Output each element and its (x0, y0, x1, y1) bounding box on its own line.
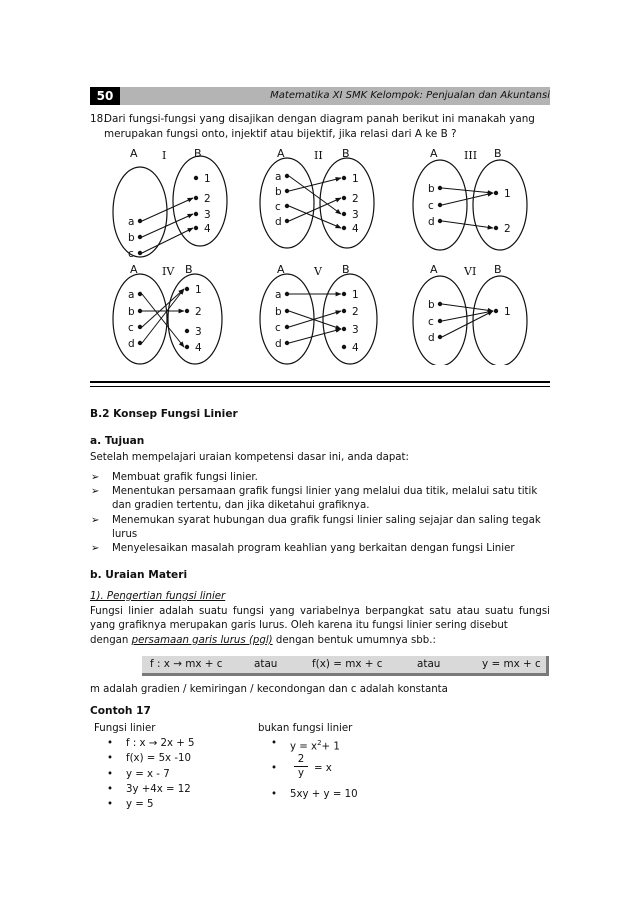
mapping-arrow (289, 176, 341, 214)
domain-point (138, 325, 142, 329)
diagram-numeral: VI (464, 265, 477, 278)
set-a-label: A (130, 263, 138, 276)
example-title: Contoh 17 (90, 705, 151, 717)
list-item: ➢ Menemukan syarat hubungan dua grafik fungsi linier saling sejajar dan saling tegak lurus (91, 514, 541, 540)
codomain-point (342, 309, 346, 313)
list-item: ➢ Membuat grafik fungsi linier. (90, 471, 550, 485)
domain-element: b (428, 183, 435, 195)
codomain-point (194, 176, 198, 180)
codomain-element: 2 (204, 193, 211, 205)
domain-point (438, 219, 442, 223)
codomain-point (494, 309, 498, 313)
set-a-ellipse (113, 274, 167, 364)
codomain-element: 1 (504, 306, 511, 318)
codomain-element: 2 (352, 306, 359, 318)
domain-point (138, 251, 142, 255)
mapping-arrow (442, 311, 493, 337)
tujuan-heading: a. Tujuan (90, 435, 145, 447)
codomain-element: 1 (352, 289, 359, 301)
domain-element: b (275, 186, 282, 198)
set-b-label: B (494, 147, 502, 160)
set-b-ellipse (473, 160, 527, 250)
codomain-element: 3 (352, 324, 359, 336)
set-b-label: B (342, 263, 350, 276)
sub-heading: 1). Pengertian fungsi linier (90, 591, 226, 602)
codomain-point (194, 196, 198, 200)
set-b-label: B (185, 263, 193, 276)
formula-sep-1: atau (254, 658, 278, 670)
arrow-diagram-1 (113, 147, 227, 260)
codomain-element: 1 (352, 173, 359, 185)
set-b-label: B (494, 263, 502, 276)
domain-point (138, 341, 142, 345)
diagram-numeral: I (162, 149, 167, 162)
domain-point (285, 174, 289, 178)
set-b-ellipse (473, 276, 527, 365)
codomain-point (185, 287, 189, 291)
list-item: • 3y +4x = 12 (107, 783, 191, 795)
codomain-point (194, 226, 198, 230)
tujuan-list (90, 471, 550, 556)
nonlinear-heading: bukan fungsi linier (258, 723, 353, 734)
domain-point (285, 309, 289, 313)
question-18 (90, 112, 550, 141)
domain-element: a (128, 216, 135, 228)
domain-element: c (428, 200, 434, 212)
divider-thin (90, 386, 550, 387)
header-title: Matematika XI SMK Kelompok: Penjualan dan Akuntansi (270, 90, 550, 101)
domain-element: b (275, 306, 282, 318)
domain-point (138, 235, 142, 239)
tujuan-intro: Setelah mempelajari uraian kompetensi dasar ini, anda dapat: (90, 452, 409, 463)
domain-element: d (275, 338, 282, 350)
arrow-diagram-4 (113, 263, 222, 364)
set-a-ellipse (113, 167, 167, 257)
arrow-diagram-3 (413, 147, 527, 250)
formula-1: f : x → mx + c (150, 658, 223, 670)
codomain-point (494, 191, 498, 195)
set-a-ellipse (260, 274, 314, 364)
list-item: ➢ Menyelesaikan masalah program keahlian yang berkaitan dengan fungsi Linier (90, 542, 550, 556)
list-item: • $\frac{2}{y}$ = x (271, 754, 332, 779)
domain-element: d (428, 332, 435, 344)
mapping-arrow (142, 294, 184, 347)
question-number: 18. (90, 113, 107, 125)
mapping-arrow (142, 289, 184, 343)
domain-element: d (275, 216, 282, 228)
codomain-element: 2 (352, 193, 359, 205)
set-b-label: B (342, 147, 350, 160)
domain-element: a (128, 289, 135, 301)
diagram-numeral: V (314, 265, 322, 278)
mapping-arrow (442, 304, 493, 311)
mapping-arrow (142, 228, 193, 253)
codomain-element: 3 (204, 209, 211, 221)
domain-point (138, 292, 142, 296)
list-item: • f(x) = 5x -10 (107, 753, 191, 765)
domain-point (438, 335, 442, 339)
set-a-label: A (277, 147, 285, 160)
pgl-term: persamaan garis lurus (pgl) (131, 634, 273, 646)
list-item: ➢ Menentukan persamaan grafik fungsi linier yang melalui dua titik, melalui satu titik dan gradien tertentu, dan jika diketahui grafiknya. (91, 486, 538, 512)
arrow-bullet-icon: ➢ (91, 486, 100, 498)
m-description: m adalah gradien / kemiringan / kecondongan dan c adalah konstanta (90, 684, 448, 695)
arrow-diagrams (90, 143, 550, 365)
arrow-bullet-icon: ➢ (91, 543, 100, 555)
formula-2: f(x) = mx + c (312, 658, 383, 670)
domain-point (438, 302, 442, 306)
set-b-ellipse (320, 158, 374, 248)
set-a-label: A (130, 147, 138, 160)
domain-element: c (428, 316, 434, 328)
codomain-point (342, 212, 346, 216)
diagram-numeral: III (464, 149, 478, 162)
codomain-element: 4 (352, 342, 359, 354)
codomain-point (185, 309, 189, 313)
nonlinear-column (258, 721, 458, 802)
uraian-heading: b. Uraian Materi (90, 569, 188, 581)
domain-element: a (275, 171, 282, 183)
fraction: $\frac{2}{y}$ (294, 753, 308, 781)
codomain-element: 3 (195, 326, 202, 338)
domain-element: a (275, 289, 282, 301)
domain-point (138, 219, 142, 223)
set-b-ellipse (173, 156, 227, 246)
codomain-element: 4 (352, 223, 359, 235)
list-item: • y = x - 7 (107, 768, 170, 780)
arrow-diagram-6 (413, 263, 527, 365)
codomain-point (342, 196, 346, 200)
domain-element: b (428, 299, 435, 311)
codomain-element: 4 (204, 223, 211, 235)
list-item: • 5xy + y = 10 (271, 789, 358, 800)
domain-element: d (128, 338, 135, 350)
formula-sep-2: atau (417, 658, 441, 670)
codomain-point (194, 212, 198, 216)
codomain-element: 2 (195, 306, 202, 318)
set-a-label: A (430, 147, 438, 160)
codomain-point (342, 345, 346, 349)
domain-element: b (128, 306, 135, 318)
domain-point (285, 325, 289, 329)
arrow-bullet-icon: ➢ (91, 472, 100, 483)
codomain-point (185, 329, 189, 333)
codomain-element: 1 (504, 188, 511, 200)
formula-3: y = mx + c (482, 658, 541, 670)
domain-point (138, 309, 142, 313)
domain-point (285, 219, 289, 223)
domain-element: c (275, 322, 281, 334)
codomain-element: 2 (504, 223, 511, 235)
domain-point (285, 292, 289, 296)
domain-point (285, 189, 289, 193)
codomain-point (342, 226, 346, 230)
domain-element: c (275, 201, 281, 213)
set-b-label: B (194, 147, 202, 160)
codomain-element: 1 (204, 173, 211, 185)
linear-heading: Fungsi linier (94, 723, 156, 734)
codomain-element: 3 (352, 209, 359, 221)
domain-point (438, 186, 442, 190)
domain-element: b (128, 232, 135, 244)
mapping-arrow (289, 329, 341, 343)
diagram-numeral: II (314, 149, 323, 162)
list-item: • f : x → 2x + 5 (107, 738, 195, 749)
mapping-arrow (442, 188, 493, 193)
domain-element: d (428, 216, 435, 228)
set-a-label: A (430, 263, 438, 276)
divider-thick (90, 381, 550, 383)
formula-box (90, 656, 550, 676)
codomain-point (342, 292, 346, 296)
list-item: • $y = x^2+ 1$ (271, 738, 340, 753)
domain-point (438, 203, 442, 207)
arrow-diagram-5 (260, 263, 377, 364)
arrow-bullet-icon: ➢ (91, 514, 100, 526)
definition-paragraph: Fungsi linier adalah suatu fungsi yang variabelnya berpangkat satu atau suatu fungsi yang grafiknya merupakan garis lurus. Oleh karena itu fungsi linier sering disebut dengan persamaan garis lurus (pgl) dengan bentuk umumnya sbb.: (90, 606, 550, 646)
codomain-element: 1 (195, 284, 202, 296)
question-text: Dari fungsi-fungsi yang disajikan dengan diagram panah berikut ini manakah yang merupakan fungsi onto, injektif atau bijektif, jika relasi dari A ke B ? (104, 113, 535, 140)
set-a-label: A (277, 263, 285, 276)
page-number: 50 (90, 87, 120, 105)
codomain-point (494, 226, 498, 230)
set-b-ellipse (323, 274, 377, 364)
arrow-diagram-2 (260, 147, 374, 248)
mapping-arrow (289, 178, 341, 191)
codomain-point (185, 345, 189, 349)
domain-element: c (128, 248, 134, 260)
list-item: • y = 5 (107, 799, 154, 811)
diagram-numeral: IV (162, 265, 175, 278)
codomain-element: 4 (195, 342, 202, 354)
domain-point (285, 204, 289, 208)
codomain-point (342, 176, 346, 180)
domain-point (438, 319, 442, 323)
codomain-point (342, 327, 346, 331)
section-heading: B.2 Konsep Fungsi Linier (90, 408, 238, 420)
set-a-ellipse (260, 158, 314, 248)
mapping-arrow (442, 221, 493, 228)
domain-point (285, 341, 289, 345)
linear-column (94, 721, 254, 812)
domain-element: c (128, 322, 134, 334)
